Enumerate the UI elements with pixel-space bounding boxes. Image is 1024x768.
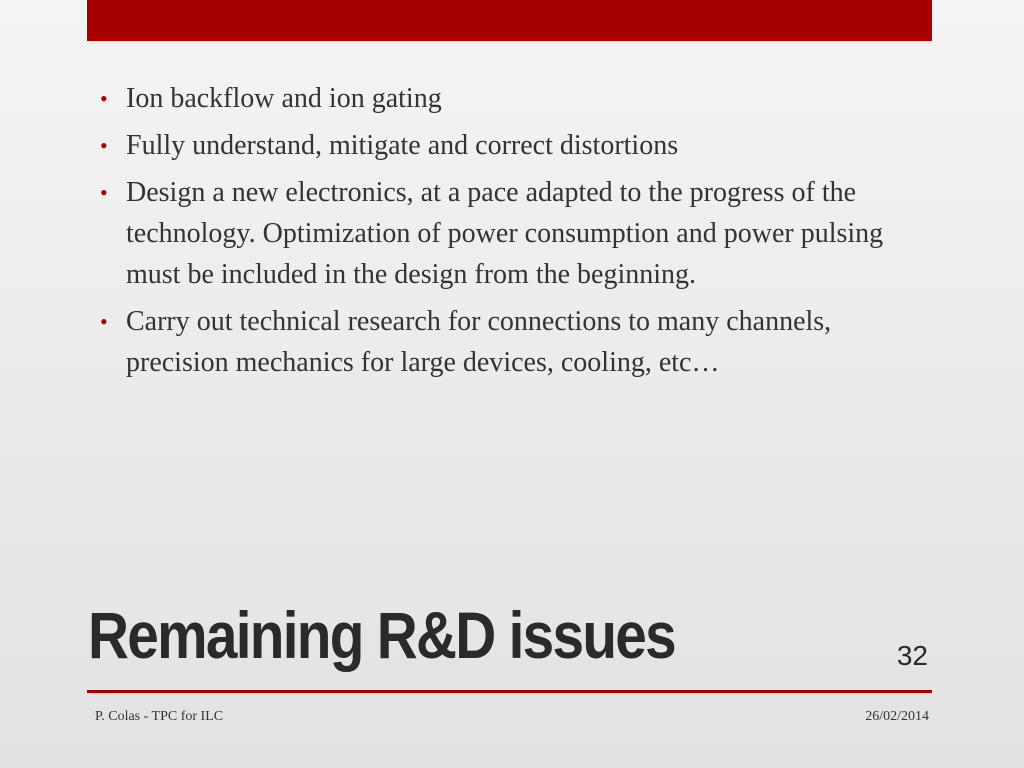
bullet-text: Ion backflow and ion gating bbox=[126, 83, 442, 114]
footer-date: 26/02/2014 bbox=[865, 709, 929, 724]
bullet-text: Carry out technical research for connections to many channels, precision mechanics for large devices, cooling, etc… bbox=[126, 306, 832, 378]
bullet-text: Design a new electronics, at a pace adapted to the progress of the technology. Optimization of power consumption and power pulsing must be included in the design from the beginning. bbox=[126, 177, 884, 290]
header-accent-bar bbox=[87, 0, 932, 41]
bullet-item bbox=[100, 78, 920, 119]
slide-number: 32 bbox=[896, 640, 928, 671]
bullet-item bbox=[100, 301, 920, 383]
bullet-item bbox=[100, 125, 920, 166]
footer-author: P. Colas - TPC for ILC bbox=[95, 709, 224, 724]
bullet-list bbox=[100, 78, 920, 389]
bullet-icon: • bbox=[100, 133, 108, 158]
footer-divider bbox=[87, 690, 932, 693]
slide-title: Remaining R&D issues bbox=[88, 598, 675, 672]
bullet-text: Fully understand, mitigate and correct distortions bbox=[126, 130, 679, 161]
bullet-item bbox=[100, 172, 920, 295]
bullet-icon: • bbox=[100, 309, 108, 334]
bullet-icon: • bbox=[100, 180, 108, 205]
bullet-icon: • bbox=[100, 86, 108, 111]
